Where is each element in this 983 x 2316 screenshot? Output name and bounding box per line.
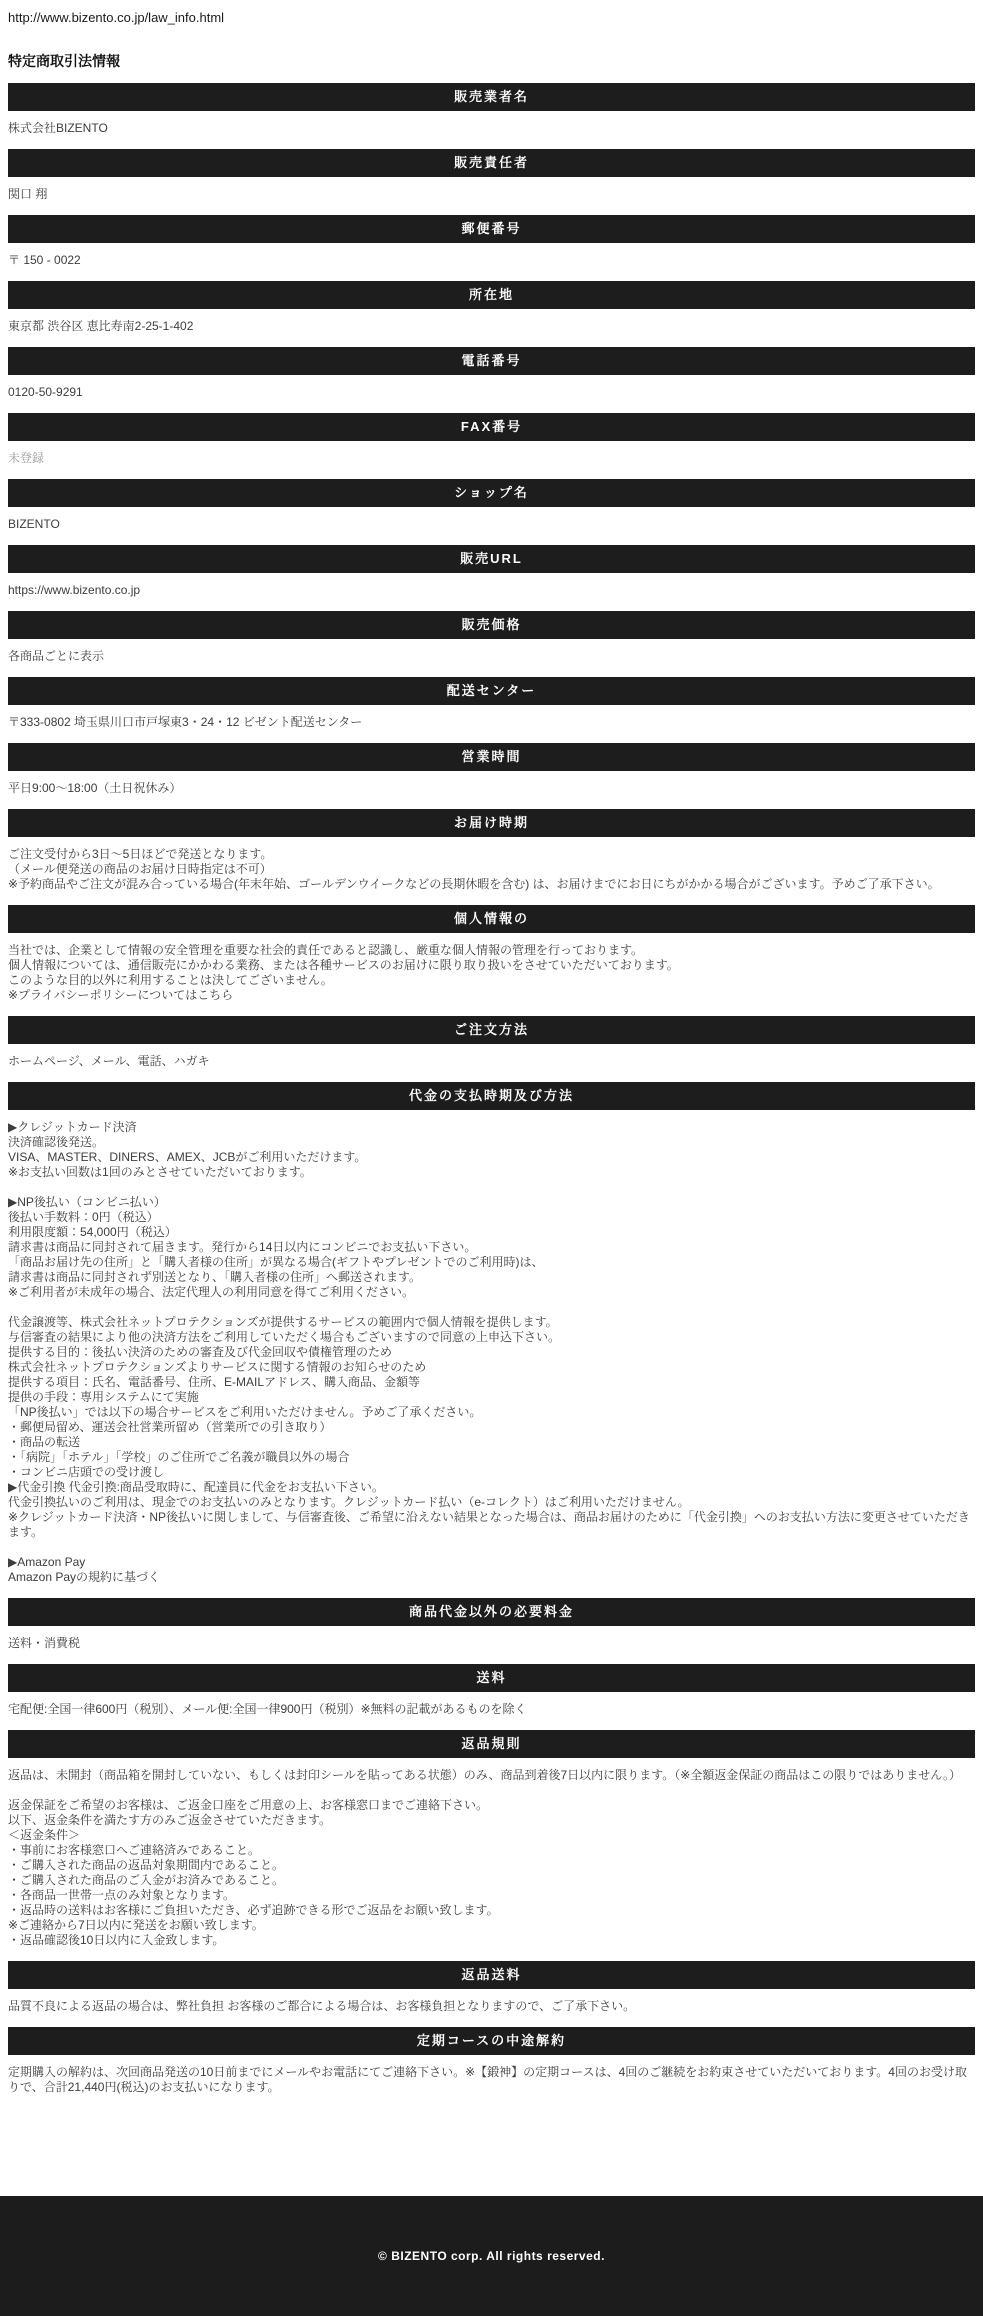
section-header-label: 個人情報の: [453, 911, 529, 926]
section-content: [8, 111, 975, 149]
section-content: [8, 1758, 975, 1961]
content-line: 送料・消費税: [8, 1636, 81, 1650]
law-section: [8, 905, 975, 1016]
content-line[interactable]: ※プライバシーポリシーについてはこちら: [8, 988, 234, 1002]
law-section: [8, 677, 975, 743]
law-section: [8, 1730, 975, 1961]
section-header-bar: [8, 215, 975, 243]
content-line: ・ご購入された商品の返品対象期間内であること。: [8, 1858, 285, 1872]
section-content: [8, 837, 975, 905]
section-content: [8, 933, 975, 1016]
content-line: 宅配便:全国一律600円（税別）、メール便:全国一律900円（税別）※無料の記載があるものを除く: [8, 1702, 527, 1716]
section-content: [8, 705, 975, 743]
law-section: [8, 1082, 975, 1598]
content-line: ・商品の転送: [8, 1435, 81, 1449]
section-header-bar: [8, 1082, 975, 1110]
content-line: ▶クレジットカード決済: [8, 1120, 137, 1134]
section-content: [8, 375, 975, 413]
content-line: https://www.bizento.co.jp: [8, 583, 141, 597]
content-line: このような目的以外に利用することは決してございません。: [8, 973, 333, 987]
section-content: [8, 639, 975, 677]
section-header-label: ショップ名: [454, 485, 529, 500]
content-line: 〒333-0802 埼玉県川口市戸塚東3・24・12 ビゼント配送センター: [8, 715, 363, 729]
content-line: ・ご購入された商品のご入金がお済みであること。: [8, 1873, 285, 1887]
section-header-bar: [8, 1961, 975, 1989]
content-line: ・各商品一世帯一点のみ対象となります。: [8, 1888, 236, 1902]
section-content: [8, 1989, 975, 2027]
content-line: ・「病院」「ホテル」「学校」のご住所でご名義が職員以外の場合: [8, 1450, 350, 1464]
law-section: [8, 1664, 975, 1730]
law-section: [8, 413, 975, 479]
content-line: ・コンビニ店頭での受け渡し: [8, 1465, 165, 1479]
section-content: [8, 771, 975, 809]
content-line: 返金保証をご希望のお客様は、ご返金口座をご用意の上、お客様窓口までご連絡下さい。: [8, 1798, 489, 1812]
section-content: [8, 441, 975, 479]
content-line: 0120-50-9291: [8, 385, 83, 399]
section-header-label: 販売責任者: [453, 155, 529, 170]
section-header-label: ご注文方法: [453, 1022, 529, 1037]
section-header-bar: [8, 1664, 975, 1692]
content-line: ▶Amazon Pay: [8, 1555, 86, 1569]
section-content: [8, 2055, 975, 2108]
page-title: 特定商取引法情報: [8, 53, 120, 69]
blank-line: [8, 1540, 975, 1555]
content-line: 「NP後払い」では以下の場合サービスをご利用いただけません。予めご了承ください。: [8, 1405, 482, 1419]
blank-line: [8, 1300, 975, 1315]
content-line: 株式会社BIZENTO: [8, 121, 108, 135]
section-header-bar: [8, 1598, 975, 1626]
content-line: ※クレジットカード決済・NP後払いに関しまして、与信審査後、ご希望に沿えない結果となった場合は、商品お届けのために「代金引換」へのお支払い方法に変更させていただきます。: [8, 1510, 970, 1539]
content-line: ・郵便局留め、運送会社営業所留め（営業所での引き取り）: [8, 1420, 332, 1434]
section-content: [8, 1110, 975, 1598]
content-line: 以下、返金条件を満たす方のみご返金させていただきます。: [8, 1813, 332, 1827]
section-header-label: 営業時間: [461, 749, 522, 764]
content-line: 提供する目的：後払い決済のための審査及び代金回収や債権管理のため: [8, 1345, 393, 1359]
section-header-bar: [8, 545, 975, 573]
content-line: ※ご連絡から7日以内に発送をお願い致します。: [8, 1918, 264, 1932]
section-header-label: 販売価格: [461, 617, 522, 632]
section-header-label: お届け時期: [453, 815, 529, 830]
content-line: 請求書は商品に同封されず別送となり、「購入者様の住所」へ郵送されます。: [8, 1270, 422, 1284]
section-header-bar: [8, 83, 975, 111]
content-line: 関口 翔: [8, 187, 48, 201]
section-header-bar: [8, 347, 975, 375]
section-header-label: 販売業者名: [453, 89, 529, 104]
content-line: 利用限度額：54,000円（税込）: [8, 1225, 177, 1239]
section-header-bar: [8, 677, 975, 705]
law-section: [8, 743, 975, 809]
section-header-label: 販売URL: [460, 551, 523, 566]
section-header-label: 郵便番号: [461, 221, 522, 236]
site-footer: [0, 2196, 983, 2316]
content-line: ご注文受付から3日〜5日ほどで発送となります。: [8, 847, 273, 861]
section-header-bar: [8, 149, 975, 177]
page-url: http://www.bizento.co.jp/law_info.html: [8, 10, 225, 25]
content-line: ・返品確認後10日以内に入金致します。: [8, 1933, 225, 1947]
content-line: 決済確認後発送。: [8, 1135, 105, 1149]
content-line: 株式会社ネットプロテクションズよりサービスに関する情報のお知らせのため: [8, 1360, 427, 1374]
section-content: [8, 1692, 975, 1730]
section-header-bar: [8, 1730, 975, 1758]
section-header-label: 商品代金以外の必要料金: [408, 1604, 574, 1619]
section-header-bar: [8, 905, 975, 933]
blank-line: [8, 1783, 975, 1798]
blank-line: [8, 1180, 975, 1195]
content-line: 「商品お届け先の住所」と「購入者様の住所」が異なる場合(ギフトやプレゼントでのご利用時)は、: [8, 1255, 544, 1269]
content-line: ・事前にお客様窓口へご連絡済みであること。: [8, 1843, 261, 1857]
law-section: [8, 2027, 975, 2108]
section-header-bar: [8, 611, 975, 639]
law-section: [8, 215, 975, 281]
section-header-label: 代金の支払時期及び方法: [408, 1088, 574, 1103]
content-line: ※ご利用者が未成年の場合、法定代理人の利用同意を得てご利用ください。: [8, 1285, 415, 1299]
content-line: 提供する項目：氏名、電話番号、住所、E-MAILアドレス、購入商品、金額等: [8, 1375, 421, 1389]
content-line: ホームページ、メール、電話、ハガキ: [8, 1054, 210, 1068]
content-line: ※予約商品やご注文が混み合っている場合(年末年始、ゴールデンウイークなどの長期休暇を含む) は、お届けまでにお日にちがかかる場合がございます。予めご了承下さい。: [8, 877, 940, 891]
content-line: 請求書は商品に同封されて届きます。発行から14日以内にコンビニでお支払い下さい。: [8, 1240, 477, 1254]
content-line: 個人情報については、通信販売にかかわる業務、または各種サービスのお届けに限り取り扱いをさせていただいております。: [8, 958, 679, 972]
law-section: [8, 545, 975, 611]
section-header-label: 送料: [476, 1670, 507, 1685]
section-content: [8, 243, 975, 281]
section-content: [8, 1626, 975, 1664]
content-line: 代金譲渡等、株式会社ネットプロテクションズが提供するサービスの範囲内で個人情報を提供します。: [8, 1315, 558, 1329]
section-header-bar: [8, 1016, 975, 1044]
section-header-label: FAX番号: [460, 419, 523, 434]
section-header-label: 返品規則: [461, 1736, 522, 1751]
law-section: [8, 347, 975, 413]
section-header-bar: [8, 809, 975, 837]
section-header-label: 配送センター: [446, 683, 537, 698]
section-header-bar: [8, 2027, 975, 2055]
law-section: [8, 479, 975, 545]
section-header-label: 返品送料: [461, 1967, 522, 1982]
content-line: ＜返金条件＞: [8, 1828, 81, 1842]
section-header-bar: [8, 479, 975, 507]
law-section: [8, 281, 975, 347]
content-line: BIZENTO: [8, 517, 60, 531]
content-line: 返品は、未開封（商品箱を開封していない、もしくは封印シールを貼ってある状態）のみ、商品到着後7日以内に限ります。（※全額返金保証の商品はこの限りではありません。）: [8, 1768, 961, 1782]
content-line: VISA、MASTER、DINERS、AMEX、JCBがご利用いただけます。: [8, 1150, 367, 1164]
content-line: 平日9:00〜18:00（土日祝休み）: [8, 781, 182, 795]
content-line: 与信審査の結果により他の決済方法をご利用していただく場合もございますので同意の上申込下さい。: [8, 1330, 561, 1344]
content-line: Amazon Payの規約に基づく: [8, 1570, 161, 1584]
section-header-bar: [8, 743, 975, 771]
section-content: [8, 507, 975, 545]
content-line: 代金引換払いのご利用は、現金でのお支払いのみとなります。クレジットカード払い（e-コレクト）はご利用いただけません。: [8, 1495, 690, 1509]
content-line: ▶代金引換 代金引換:商品受取時に、配達員に代金をお支払い下さい。: [8, 1480, 384, 1494]
law-section: [8, 149, 975, 215]
content-line: 各商品ごとに表示: [8, 649, 105, 663]
copyright-text: © BIZENTO corp. All rights reserved.: [378, 2249, 605, 2263]
section-header-label: 定期コースの中途解約: [416, 2033, 567, 2048]
law-section: [8, 1016, 975, 1082]
law-info-sections: [8, 83, 975, 2108]
content-line: 提供の手段：専用システムにて実施: [8, 1390, 199, 1404]
content-line: ※お支払い回数は1回のみとさせていただいております。: [8, 1165, 312, 1179]
law-section: [8, 83, 975, 149]
law-section: [8, 1961, 975, 2027]
content-line: 後払い手数料：0円（税込）: [8, 1210, 159, 1224]
content-line: 当社では、企業として情報の安全管理を重要な社会的責任であると認識し、厳重な個人情報の管理を行っております。: [8, 943, 644, 957]
law-section: [8, 809, 975, 905]
content-line: 東京都 渋谷区 恵比寿南2-25-1-402: [8, 319, 194, 333]
section-header-label: 所在地: [468, 287, 514, 302]
section-content: [8, 177, 975, 215]
section-header-label: 電話番号: [461, 353, 522, 368]
section-content: [8, 309, 975, 347]
section-header-bar: [8, 281, 975, 309]
content-line: （メール便発送の商品のお届け日時指定は不可）: [8, 862, 272, 876]
content-line: 定期購入の解約は、次回商品発送の10日前までにメールやお電話にてご連絡下さい。※【鍛神】の定期コースは、4回のご継続をお約束させていただいております。4回のお受け取りで、合計21,440円(税込)のお支払いになります。: [8, 2065, 967, 2094]
content-line: 品質不良による返品の場合は、弊社負担 お客様のご都合による場合は、お客様負担となりますので、ご了承下さい。: [8, 1999, 636, 2013]
section-header-bar: [8, 413, 975, 441]
content-line: ▶NP後払い（コンビニ払い）: [8, 1195, 166, 1209]
content-line: 未登録: [8, 451, 45, 465]
section-content: [8, 573, 975, 611]
section-content: [8, 1044, 975, 1082]
law-section: [8, 1598, 975, 1664]
content-line: ・返品時の送料はお客様にご負担いただき、必ず追跡できる形でご返品をお願い致します。: [8, 1903, 499, 1917]
content-line: 〒 150 - 0022: [8, 253, 81, 267]
law-section: [8, 611, 975, 677]
